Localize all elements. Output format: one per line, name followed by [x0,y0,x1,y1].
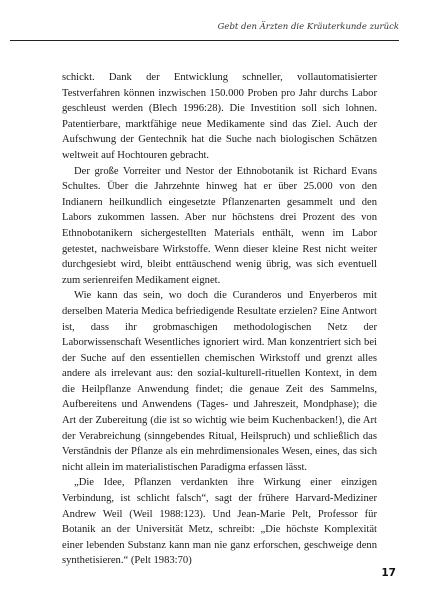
running-header [10,20,399,41]
running-title: Gebt den Ärzten die Kräuterkunde zurück [217,22,399,32]
paragraph-4: „Die Idee, Pflanzen verdankten ihre Wirkung einer einzigen Verbindung, ist schlicht falsch“, sagt der frühere Harvard-Mediziner Andrew Weil (Weil 1988:123). Und Jean-Marie Pelt, Professor für Botanik an der Universität Metz, schreibt: „Die höchste Komplexität einer lebenden Substanz kann man nie ganz erforschen, geschweige denn synthetisieren.“ (Pelt 1983:70) [62,477,377,567]
paragraph-1: schickt. Dank der Entwicklung schneller, vollautomatisierter Testverfahren können inzwischen 150.000 Proben pro Jahr durchs Labor geschleust werden (Blech 1996:28). Die Investition soll sich lohnen. Patentierbare, marktfähige neue Medikamente sind das Ziel. Auch der Aufschwung der Gentechnik hat die Suche nach biologischen Schätzen weltweit auf Hochtouren gebracht. [62,72,377,161]
body-text [62,70,377,569]
paragraph-3: Wie kann das sein, wo doch die Curanderos und Enyerberos mit derselben Materia Medica befriedigende Resultate erzielen? Eine Antwort ist, dass ihr grobmaschigen methodologischen Netz der Laborwissenschaft Wesentliches ignoriert wird. Man konzentriert sich bei der Suche auf den essentiellen chemischen Wirkstoff und grenzt alles andere als irrelevant aus: den sozial-kulturell-rituellen Kontext, in dem die Heilpflanze Anwendung findet; die genaue Zeit des Sammelns, Aufbereitens und Anwendens (Tages- und Jahreszeit, Mondphase); die Art der Zubereitung (die ist so wichtig wie beim Kuchenbacken!), die Art der Verabreichung (sinngebendes Ritual, Heilspruch) und schließlich das Verständnis der Pflanze als ein mehrdimensionales Wesen, eines, das sich nicht allein im materialistischen Paradigma erfassen lässt. [62,290,377,473]
page-number: 17 [381,567,396,579]
paragraph-2: Der große Vorreiter und Nestor der Ethnobotanik ist Richard Evans Schultes. Über die Jahrzehnte hinweg hat er über 25.000 von den Indianern heilkundlich eingesetzte Pflanzenarten gesammelt und den Labors zukommen lassen. Aber nur höchstens drei Prozent des von Ethnobotanikern sichergestellten Materials enthält, wenn im Labor getestet, nachweisbare Wirkstoffe. Wenn dieser kleine Rest nicht weiter durchgesiebt wird, bleibt enttäuschend wenig übrig, was sich eventuell zum serienreifen Medikament eignet. [62,165,377,286]
